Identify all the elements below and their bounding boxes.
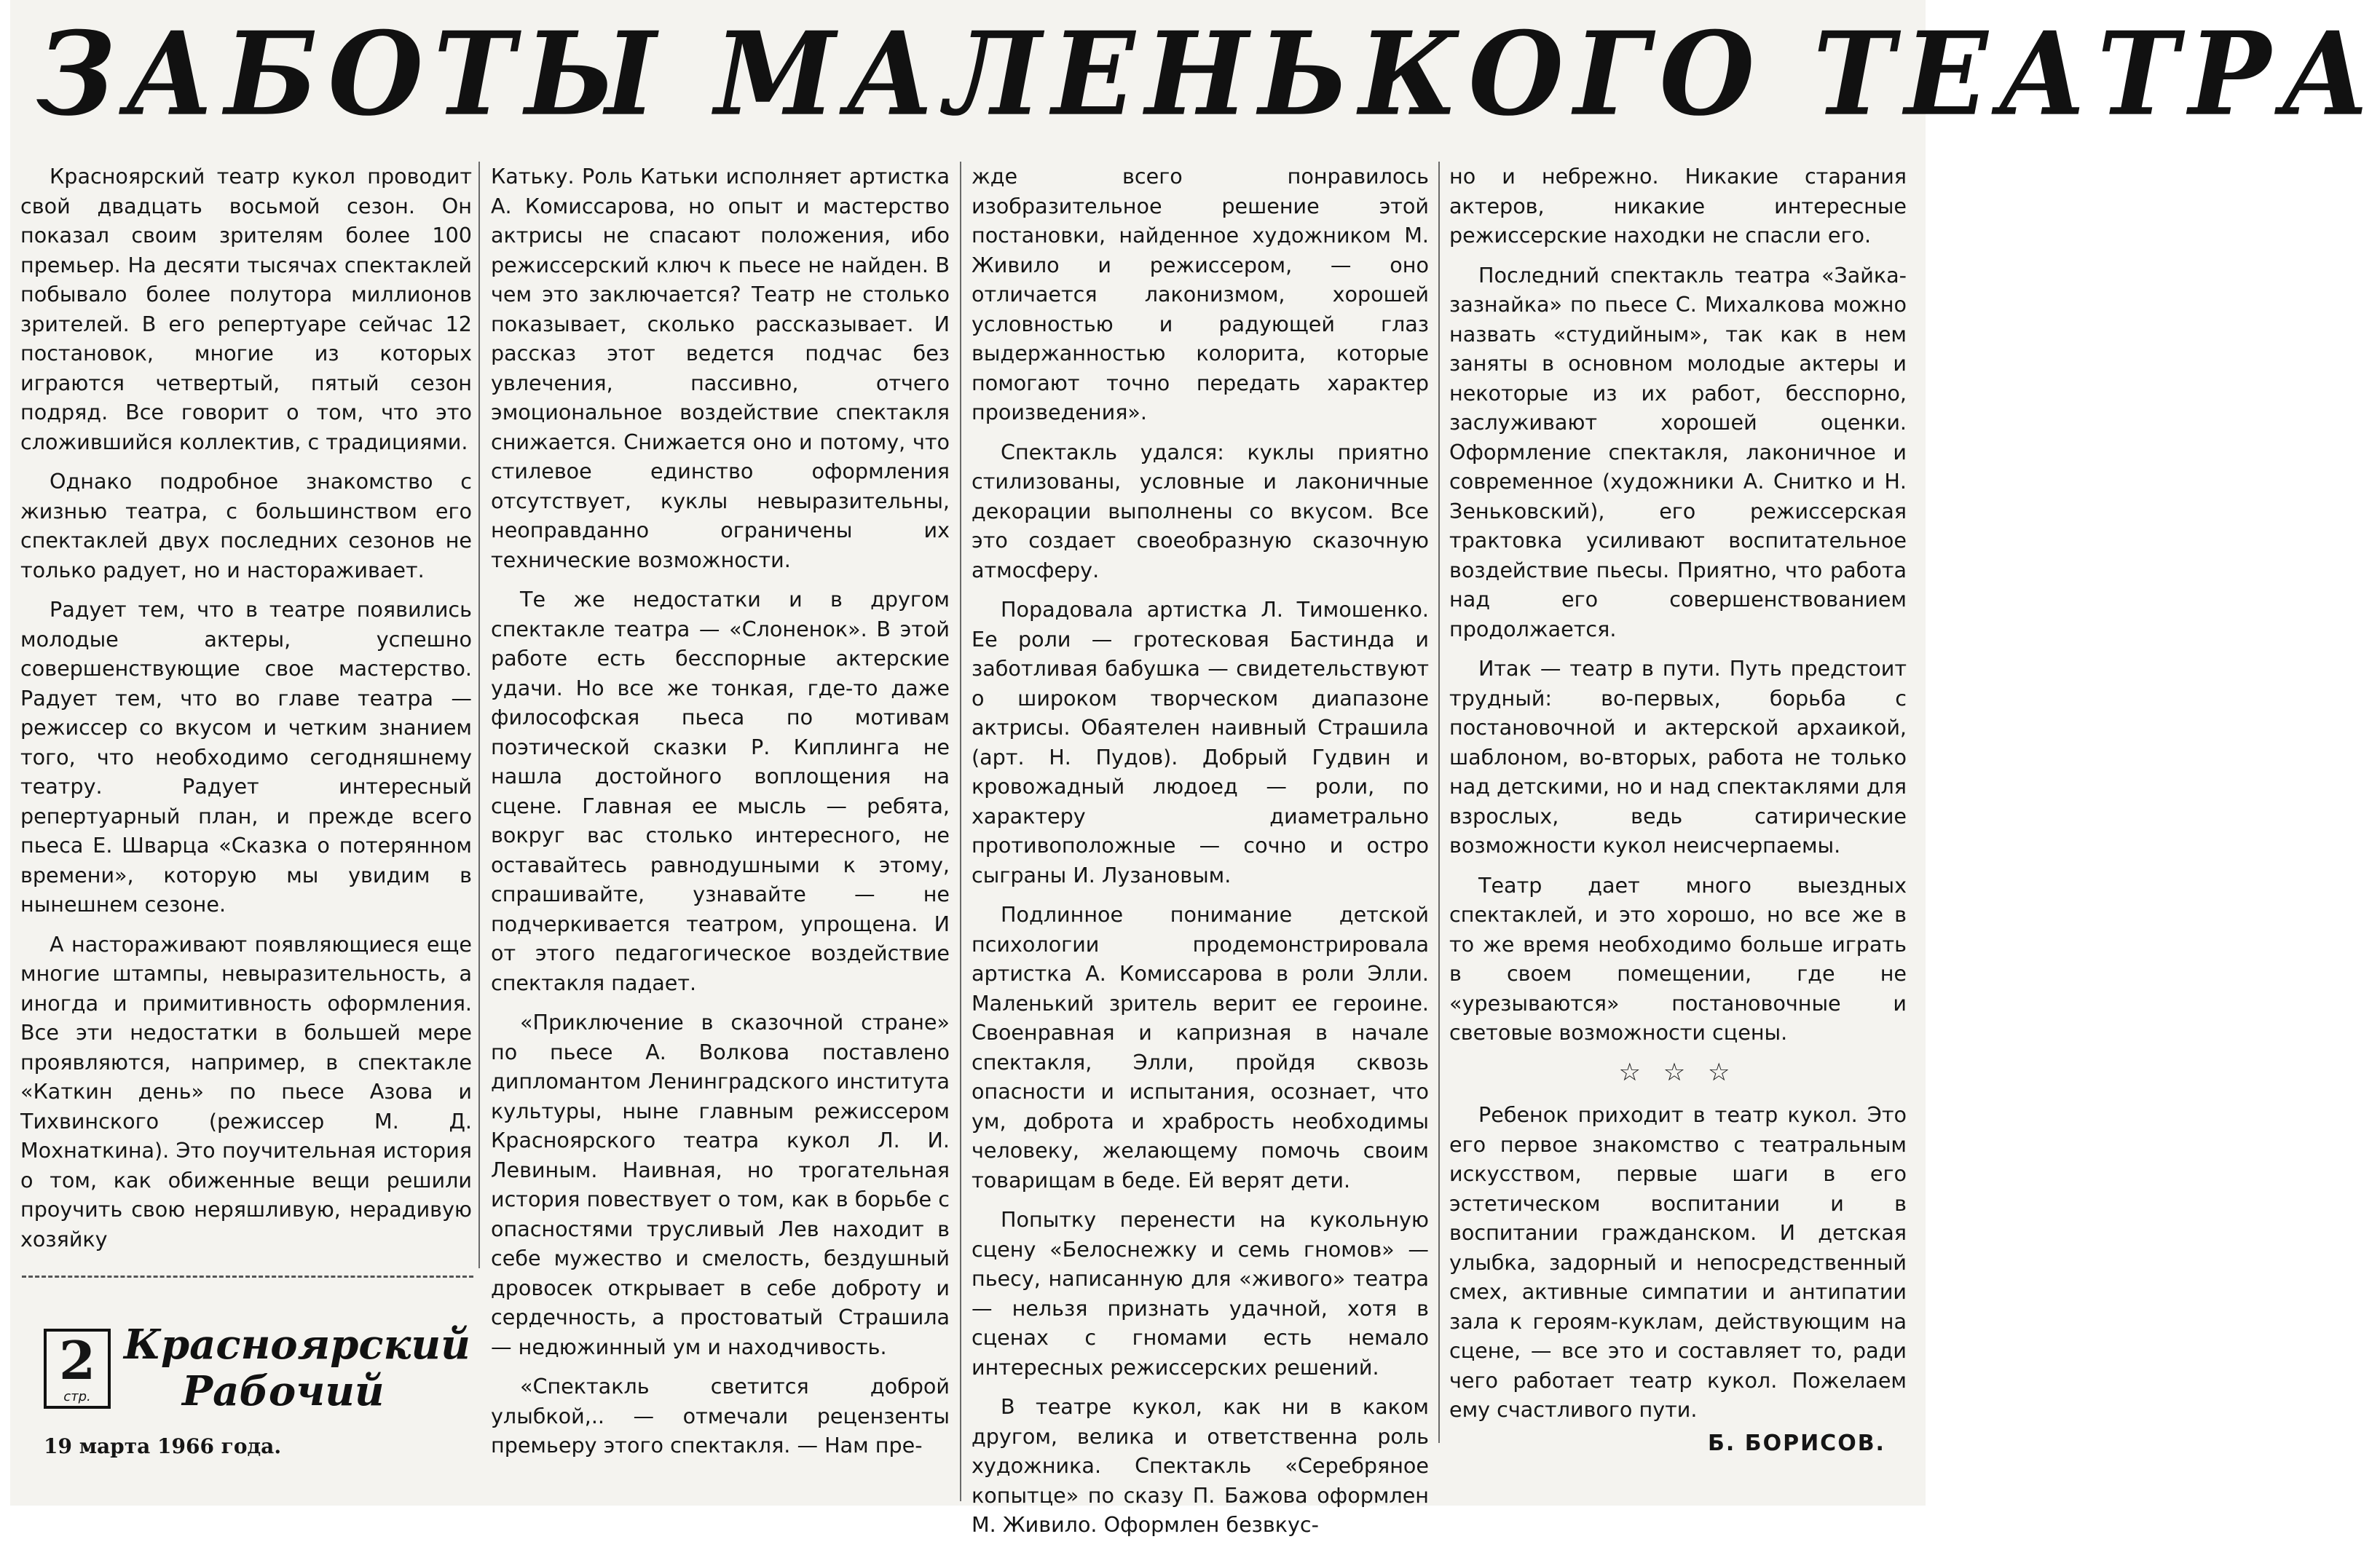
paragraph: Итак — театр в пути. Путь предстоит трудный: во-первых, борьба с постановочной и актерской архаикой, шаблоном, во-вторых, работа не только над детскими, но и над спектаклями для взрослых, ведь сатирические возможности кукол неисчерпаемы. xyxy=(1449,656,1907,858)
newspaper-name-line2: Рабочий xyxy=(182,1367,385,1415)
paragraph: Ребенок приходит в театр кукол. Это его первое знакомство с театральным искусством, первые шаги в его эстетическом воспитании и в воспитании гражданском. И детская улыбка, задорный и непосредственный смех, активные симпатии и антипатии зала к героям-куклам, действующим на сцене, — все это и составляет то, ради чего работает театр кукол. Пожелаем ему счастливого пути. xyxy=(1449,1102,1907,1422)
paragraph: жде всего понравилось изобразительное решение этой постановки, найденное художником М. Живило и режиссером, — оно отличается лаконизмом, хорошей условностью и радующей глаз выдержанностью колорита, которые помогают точно передать характер произведения». xyxy=(972,164,1429,424)
author-signature: Б. БОРИСОВ. xyxy=(1708,1431,1886,1456)
newspaper-name xyxy=(124,1321,488,1415)
paragraph: Попытку перенести на кукольную сцену «Белоснежку и семь гномов» — пьесу, написанную для «живого» театра — нельзя признать удачной, хотя в сценах с гномами есть немало интересных режиссерских решений. xyxy=(972,1207,1429,1380)
section-separator-stars: ☆ ☆ ☆ xyxy=(1618,1057,1738,1087)
article-column-3 xyxy=(972,162,1429,1550)
page-number: 2 xyxy=(58,1329,96,1391)
paragraph: Порадовала артистка Л. Тимошенко. Ее роли — гротесковая Бастинда и заботливая бабушка — свидетельствуют о широком творческом диапазоне актрисы. Обаятелен наивный Страшила (арт. Н. Пудов). Добрый Гудвин и кровожадный людоед — роли, по характеру диаметрально противоположные — сочно и остро сыграны И. Лузановым. xyxy=(972,597,1429,887)
page-label: стр. xyxy=(63,1389,91,1404)
paragraph: Те же недостатки и в другом спектакле театра — «Слоненок». В этой работе есть бесспорные актерские удачи. Но все же тонкая, где-то даже философская пьеса по мотивам поэтической сказки Р. Киплинга не нашла достойного воплощения на сцене. Главная ее мысль — ребята, вокруг вас столько интересного, не оставайтесь равнодушными к этому, спрашивайте, узнавайте — не подчеркивается театром, упрощена. И от этого педагогическое воздействие спектакля падает. xyxy=(491,587,950,995)
paragraph: Красноярский театр кукол проводит свой двадцать восьмой сезон. Он показал своим зрителям более 100 премьер. На десяти тысячах спектаклей побывало более полутора миллионов зрителей. В его репертуаре сейчас 12 постановок, многие из которых играются четвертый, пятый сезон подряд. Все говорит о том, что это сложившийся коллектив, с традициями. xyxy=(20,164,472,454)
masthead xyxy=(44,1321,481,1431)
page-number-box xyxy=(44,1329,111,1409)
paragraph: А настораживают появляющиеся еще многие штампы, невыразительность, а иногда и примитивность оформления. Все эти недостатки в большей мере проявляются, например, в спектакле «Каткин день» по пьесе Азова и Тихвинского (режиссер М. Д. Мохнаткина). Это поучительная история о том, как обиженные вещи решили проучить свою неряшливую, нерадивую хозяйку xyxy=(20,931,472,1252)
newspaper-name-line1: Красноярский xyxy=(124,1321,470,1369)
dashed-divider xyxy=(22,1276,473,1278)
paragraph: Театр дает много выездных спектаклей, и это хорошо, но все же в то же время необходимо больше играть в своем помещении, где не «урезываются» постановочные и световые возможности сцены. xyxy=(1449,872,1907,1045)
paragraph: Радует тем, что в театре появились молодые актеры, успешно совершенствующие свое мастерство. Радует тем, что во главе театра — режиссер со вкусом и четким знанием того, что необходимо сегодняшнему театру. Радует интересный репертуарный план, и прежде всего пьеса Е. Шварца «Сказка о потерянном времени», которую мы увидим в нынешнем сезоне. xyxy=(20,597,472,917)
column-rule xyxy=(1438,162,1440,1443)
column-rule xyxy=(960,162,961,1501)
headline: ЗАБОТЫ МАЛЕНЬКОГО ТЕАТРА xyxy=(36,7,2380,142)
article-column-1 xyxy=(20,162,472,1264)
paragraph: «Приключение в сказочной стране» по пьесе А. Волкова поставлено дипломантом Ленинградского института культуры, ныне главным режиссером Красноярского театра кукол Л. И. Левиным. Наивная, но трогательная история повествует о том, как в борьбе с опасностями трусливый Лев находит в себе мужество и смелость, бездушный дровосек открывает в себе доброту и сердечность, а простоватый Страшила — недюжинный ум и находчивость. xyxy=(491,1010,950,1359)
article-column-2 xyxy=(491,162,950,1471)
paragraph: Последний спектакль театра «Зайка-зазнайка» по пьесе С. Михалкова можно назвать «студийным», так как в нем заняты в основном молодые актеры и некоторые из их работ, бесспорно, заслуживают хорошей оценки. Оформление спектакля, лаконичное и современное (художники А. Снитко и Н. Зеньковский), его режиссерская трактовка усиливают воспитательное воздействие пьесы. Приятно, что работа над его совершенствованием продолжается. xyxy=(1449,262,1907,641)
paragraph: «Спектакль светится доброй улыбкой,.. — отмечали рецензенты премьеру этого спектакля. — Нам пре- xyxy=(491,1374,950,1458)
paragraph: Однако подробное знакомство с жизнью театра, с большинством его спектаклей двух последних сезонов не только радует, но и настораживает. xyxy=(20,469,472,582)
paragraph: Подлинное понимание детской психологии продемонстрировала артистка А. Комиссарова в роли Элли. Маленький зритель верит ее героине. Своенравная и капризная в начале спектакля, Элли, пройдя сквозь опасности и испытания, осознает, что ум, доброта и храбрость необходимы человеку, желающему помочь своим товарищам в беде. Ей верят дети. xyxy=(972,902,1429,1193)
paragraph: Катьку. Роль Катьки исполняет артистка А. Комиссарова, но опыт и мастерство актрисы не спасают положения, ибо режиссерский ключ к пьесе не найден. В чем это заключается? Театр не столько показывает, сколько рассказывает. И рассказ этот ведется подчас без увлечения, пассивно, отчего эмоциональное воздействие спектакля снижается. Снижается оно и потому, что стилевое единство оформления отсутствует, куклы невыразительны, неоправданно ограничены их технические возможности. xyxy=(491,164,950,572)
article-column-4 xyxy=(1449,162,1907,1435)
paragraph: но и небрежно. Никакие старания актеров, никакие интересные режиссерские находки не спасли его. xyxy=(1449,164,1907,248)
paragraph: Спектакль удался: куклы приятно стилизованы, условные и лаконичные декорации выполнены со вкусом. Все это создает своеобразную сказочную атмосферу. xyxy=(972,439,1429,582)
paragraph: В театре кукол, как ни в каком другом, велика и ответственна роль художника. Спектакль «Серебряное копытце» по сказу П. Бажова оформлен М. Живило. Оформлен безвкус- xyxy=(972,1394,1429,1537)
column-rule xyxy=(478,162,480,1268)
issue-date: 19 марта 1966 года. xyxy=(44,1434,282,1458)
